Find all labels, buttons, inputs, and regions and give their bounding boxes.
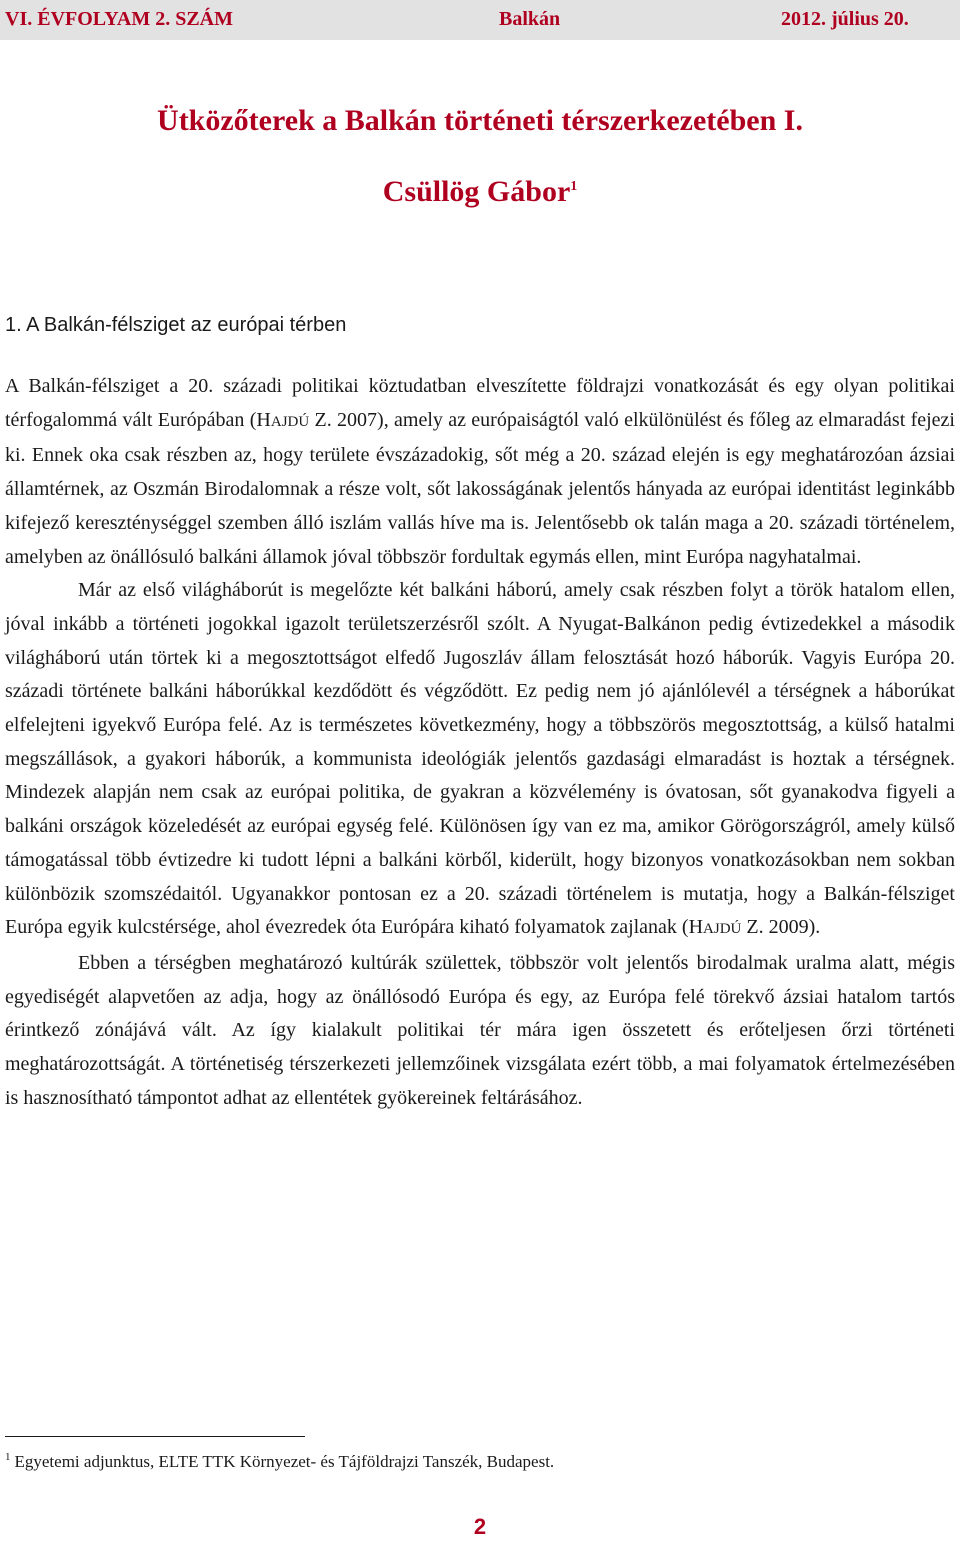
footnote-divider (5, 1436, 305, 1437)
author-name: Csüllög Gábor (382, 175, 571, 208)
author-smallcaps: AJDÚ (703, 921, 742, 938)
section-heading: 1. A Balkán-félsziget az európai térben (5, 314, 347, 336)
author-smallcaps: AJDÚ (270, 413, 310, 430)
footnote (5, 1452, 554, 1472)
article-body (5, 370, 955, 1115)
paragraph-3: Ebben a térségben meghatározó kultúrák születtek, többször volt jelentős birodalmak uralma alatt, mégis egyediségét alapvetően az adja, hogy az önállósodó Európa és egy, az Európa felé törekvő ázsiai hatalom tartós érintkező zónájává vált. Az így kialakult politikai tér mára igen összetett és erőteljesen őrzi történeti meghatározottságát. A történetiség térszerkezeti jellemzőinek vizsgálata ezért több, a mai folyamatok értelmezésében is hasznosítható támpontot adhat az ellentétek gyökereinek feltárásához. (5, 951, 955, 1109)
author-footnote-mark[interactable]: 1 (570, 179, 578, 194)
header-volume: VI. ÉVFOLYAM 2. SZÁM (5, 8, 233, 30)
journal-header (0, 0, 960, 40)
article-author (0, 175, 960, 209)
footnote-text: Egyetemi adjunktus, ELTE TTK Környezet- és Tájföldrajzi Tanszék, Budapest. (14, 1452, 555, 1471)
header-section: Balkán (499, 8, 561, 30)
paragraph-2: Már az első világháborút is megelőzte két balkáni háború, amely csak részben folyt a török hatalom ellen, jóval inkább a történeti jogokkal igazolt területszerzésről szólt. A Nyugat-Balkánon pedig évtizedekkel a második világháború után törtek ki a megosztottságot elfedő Jugoszláv állam felosztását hozó háborúk. Vagyis Európa 20. századi története balkáni háborúkkal kezdődött és végződött. Ez pedig nem jó ajánlólevél a térségnek a háborúkat elfelejteni igyekvő Európa felé. Az is természetes következmény, hogy a többszörös megosztottság, a külső hatalmi megszállások, a gyakori háborúk, a kommunista ideológiák jelentős gazdasági elmaradást is hoztak a térségnek. Mindezek alapján nem csak az európai politika, de gyakran a közvélemény is óvatosan, sőt gyanakodva figyeli a balkáni országok közeledését az európai egység felé. Különösen így van ez ma, amikor Görögországról, amely külső támogatással több évtizedre ki tudott lépni a balkáni körből, kiderült, hogy bizonyos vonatkozásokban nem sokban különbözik szomszédaitól. Ugyanakkor pontosan ez a 20. századi történelem is mutatja, hogy a Balkán-félsziget Európa egyik kulcstérsége, ahol évezredek óta Európára kiható folyamatok zajlanak (HAJDÚ Z. 2009). (5, 579, 955, 939)
header-date: 2012. július 20. (781, 8, 909, 30)
footnote-mark: 1 (5, 1451, 11, 1464)
article-title: Ütközőterek a Balkán történeti térszerkezetében I. (157, 104, 803, 137)
page-number: 2 (473, 1514, 487, 1539)
paragraph-1: A Balkán-félsziget a 20. századi politikai köztudatban elveszítette földrajzi vonatkozását és egy olyan politikai térfogalommá vált Európában (HAJDÚ Z. 2007), amely az európaiságtól való elkülönülést és főleg az elmaradást fejezi ki. Ennek oka csak részben az, hogy területe évszázadokig, sőt még a 20. század elején is egy meghatározóan ázsiai államtérnek, az Oszmán Birodalomnak a része volt, sőt lakosságának jelentős hányada az európai identitást leginkább kifejező kereszténységgel szemben álló iszlám vallás híve ma is. Jelentősebb ok talán maga a 20. századi történelem, amelyben az önállósuló balkáni államok jóval többször fordultak egymás ellen, mint Európa nagyhatalmai. (5, 375, 955, 568)
